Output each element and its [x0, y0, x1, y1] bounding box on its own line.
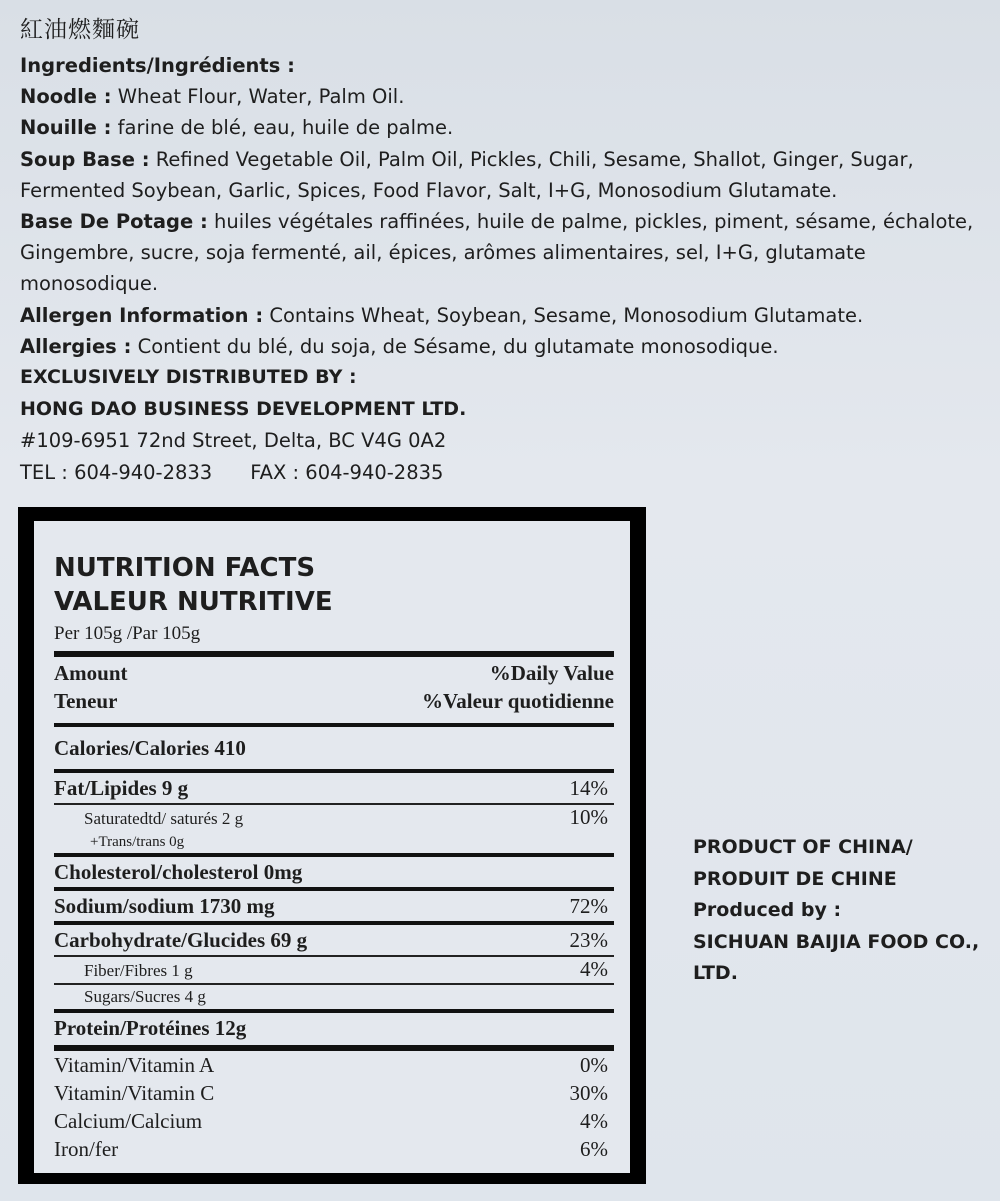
saturated-row: [54, 805, 614, 831]
soup-base-label: Soup Base :: [20, 147, 150, 171]
fiber-row: [54, 957, 614, 983]
allergen-text: Contains Wheat, Soybean, Sesame, Monosodium Glutamate.: [269, 303, 864, 327]
fat-percent: 14%: [569, 776, 608, 800]
sodium-row: [54, 891, 614, 921]
origin-section: [693, 832, 979, 990]
iron-percent: 6%: [580, 1137, 608, 1161]
cholesterol-label: Cholesterol/cholesterol 0mg: [54, 860, 303, 884]
trans-row: [54, 831, 614, 853]
daily-value-fr: %Valeur quotidienne: [422, 689, 614, 713]
producer-name-suffix: LTD.: [693, 962, 738, 984]
nutrition-title-fr: VALEUR NUTRITIVE: [54, 587, 333, 617]
calcium-row: [54, 1107, 614, 1135]
tel-number: TEL : 604-940-2833: [20, 460, 213, 484]
sugars-row: [54, 985, 614, 1009]
sodium-percent: 72%: [569, 894, 608, 918]
nouille-text: farine de blé, eau, huile de palme.: [117, 116, 454, 140]
nouille-label: Nouille :: [20, 116, 112, 140]
nutrition-facts-panel: [18, 507, 646, 1184]
nutrition-facts-table: [34, 521, 630, 1173]
allergies-line: [20, 331, 995, 362]
vitamin-a-label: Vitamin/Vitamin A: [54, 1053, 215, 1077]
fax-number: FAX : 604-940-2835: [250, 460, 444, 484]
product-of-china: PRODUCT OF CHINA/: [693, 836, 913, 858]
fat-row: [54, 773, 614, 803]
calcium-label: Calcium/Calcium: [54, 1109, 203, 1133]
vitamin-c-percent: 30%: [569, 1081, 608, 1105]
contact-line: [20, 457, 995, 489]
amount-header: [54, 659, 128, 715]
vitamin-a-percent: 0%: [580, 1053, 608, 1077]
soup-base-text-2: Fermented Soybean, Garlic, Spices, Food Flavor, Salt, I+G, Monosodium Glutamate.: [20, 178, 838, 202]
column-header: [54, 657, 614, 715]
noodle-label: Noodle :: [20, 85, 112, 109]
amount-en: Amount: [54, 661, 128, 685]
serving-size: Per 105g /Par 105g: [54, 623, 201, 644]
amount-fr: Teneur: [54, 689, 118, 713]
base-potage-text-3: monosodique.: [20, 272, 159, 296]
produit-de-chine: PRODUIT DE CHINE: [693, 867, 897, 890]
allergen-label: Allergen Information :: [20, 303, 264, 327]
produced-by-label: Produced by :: [693, 899, 842, 921]
distributed-heading: EXCLUSIVELY DISTRIBUTED BY :: [20, 366, 357, 389]
saturated-percent: 10%: [569, 805, 608, 829]
calcium-percent: 4%: [580, 1109, 608, 1133]
protein-row: [54, 1013, 614, 1043]
fiber-label: Fiber/Fibres 1 g: [84, 961, 193, 980]
nouille-line: [20, 112, 995, 143]
daily-value-header: [422, 659, 614, 715]
trans-label: +Trans/trans 0g: [90, 834, 185, 850]
vitamin-a-row: [54, 1051, 614, 1079]
calories-row: [54, 727, 614, 769]
producer-name: SICHUAN BAIJIA FOOD CO.,: [693, 930, 980, 953]
allergen-line: [20, 300, 995, 331]
carbohydrate-percent: 23%: [569, 928, 608, 952]
carbohydrate-row: [54, 925, 614, 955]
noodle-line: [20, 81, 995, 112]
daily-value-en: %Daily Value: [489, 661, 614, 685]
fat-label: Fat/Lipides 9 g: [54, 776, 189, 800]
iron-label: Iron/fer: [54, 1137, 119, 1161]
noodle-text: Wheat Flour, Water, Palm Oil.: [117, 85, 405, 109]
calories-label: Calories/Calories 410: [54, 736, 246, 760]
base-potage-text-2: Gingembre, sucre, soja fermenté, ail, épices, arômes alimentaires, sel, I+G, glutamate: [20, 241, 866, 265]
sodium-label: Sodium/sodium 1730 mg: [54, 894, 275, 918]
product-name-chinese: 紅油燃麵碗: [20, 17, 140, 43]
base-potage-label: Base De Potage :: [20, 210, 208, 234]
cholesterol-row: [54, 857, 614, 887]
allergies-text: Contient du blé, du soja, de Sésame, du glutamate monosodique.: [137, 334, 779, 358]
ingredients-section: [20, 16, 995, 488]
soup-base-text-1: Refined Vegetable Oil, Palm Oil, Pickles, Chili, Sesame, Shallot, Ginger, Sugar,: [155, 147, 914, 171]
vitamin-c-row: [54, 1079, 614, 1107]
distributor-address: #109-6951 72nd Street, Delta, BC V4G 0A2: [20, 429, 447, 453]
vitamin-c-label: Vitamin/Vitamin C: [54, 1081, 215, 1105]
base-potage-text-1: huiles végétales raffinées, huile de palme, pickles, piment, sésame, échalote,: [214, 210, 974, 234]
soup-base-line: [20, 144, 995, 175]
allergies-label: Allergies :: [20, 334, 132, 358]
saturated-label: Saturatedtd/ saturés 2 g: [84, 809, 244, 828]
nutrition-title-en: NUTRITION FACTS: [54, 553, 316, 583]
carbohydrate-label: Carbohydrate/Glucides 69 g: [54, 928, 308, 952]
sugars-label: Sugars/Sucres 4 g: [84, 987, 206, 1006]
iron-row: [54, 1135, 614, 1163]
base-potage-line: [20, 206, 995, 237]
fiber-percent: 4%: [580, 957, 608, 981]
protein-label: Protein/Protéines 12g: [54, 1016, 247, 1040]
distributor-name: HONG DAO BUSINESS DEVELOPMENT LTD.: [20, 397, 467, 420]
ingredients-heading: Ingredients/Ingrédients :: [20, 54, 295, 77]
